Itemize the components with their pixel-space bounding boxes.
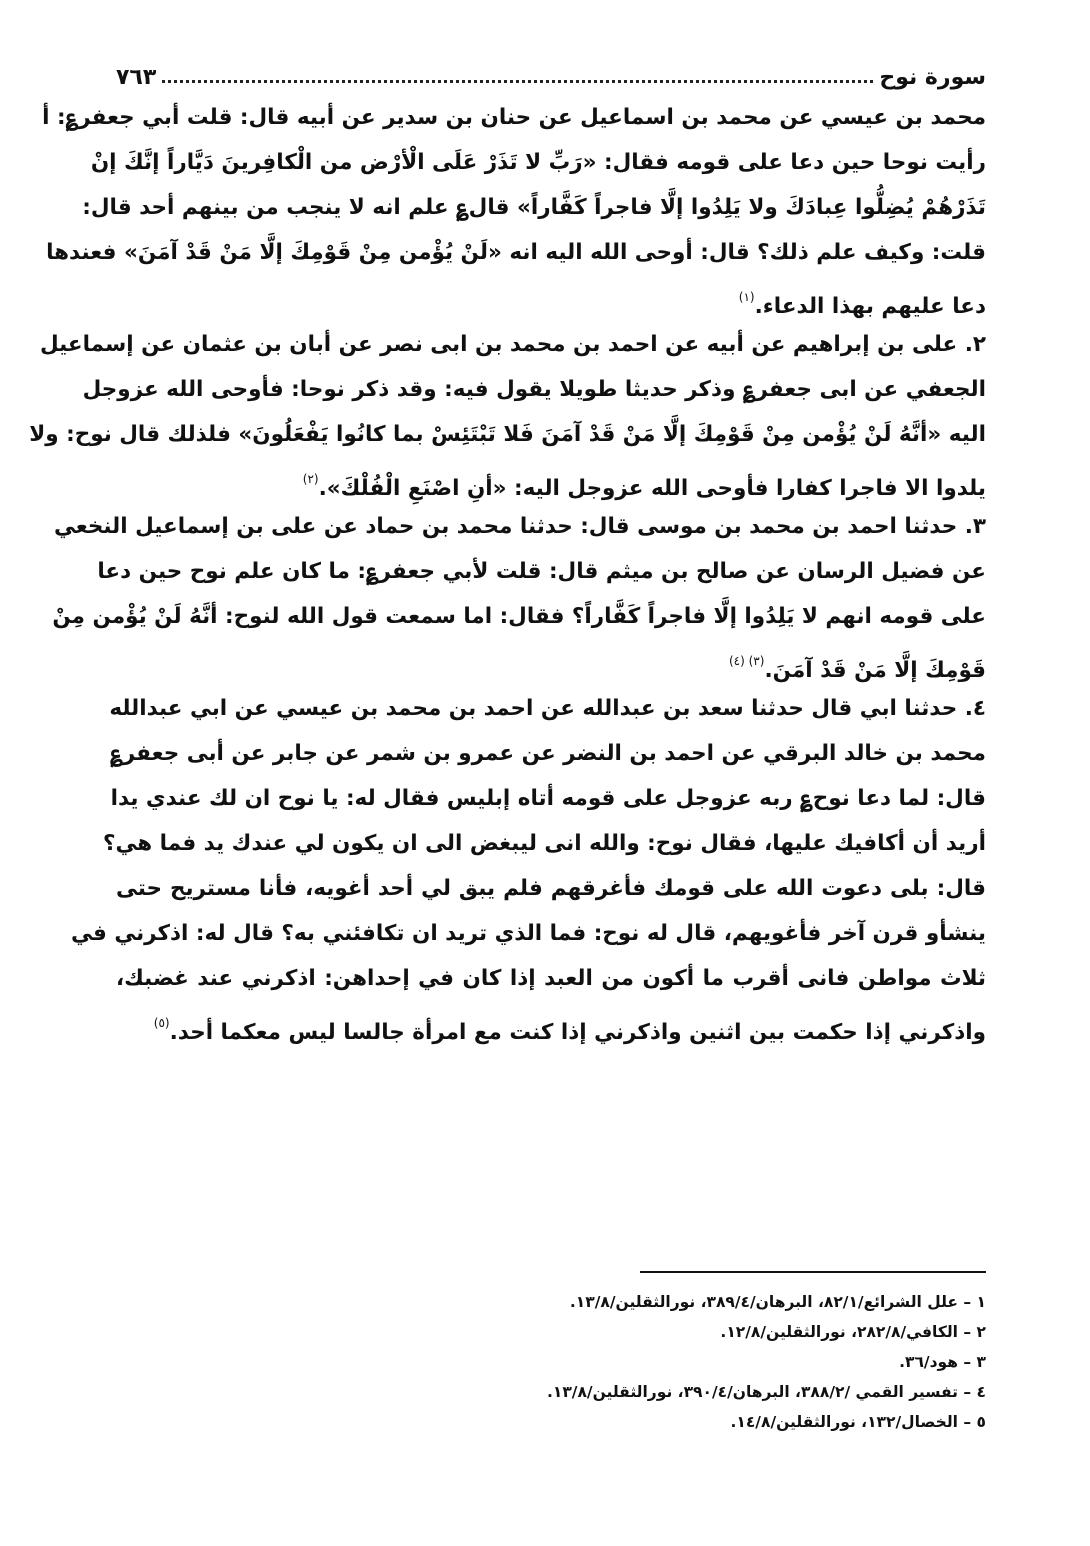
- paragraph: [42, 95, 986, 320]
- footnote-reference: (٢): [302, 472, 319, 486]
- footnote: ١ – علل الشرائع/٨٢/١، البرهان/٣٨٩/٤، نورالثقلين/١٣/٨.: [569, 1293, 986, 1311]
- chapter-title: سورة نوح: [879, 65, 986, 90]
- line-text: تَذَرْهُمْ يُضِلُّوا عِبادَكَ ولا يَلِدُوا إلَّا فاجراً كَفَّاراً» قال؏ علم انه لا ينجب من بينهم أحد قال:: [82, 195, 986, 220]
- text-line: [110, 731, 986, 776]
- line-text: قال: لما دعا نوح؏ ربه عزوجل على قومه أتاه إبليس فقال له: يا نوح ان لك عندي يدا: [110, 786, 986, 811]
- line-text: قلت: وكيف علم ذلك؟ قال: أوحى الله اليه انه «لَنْ يُؤْمن مِنْ قَوْمِكَ إلَّا مَنْ قَدْ آمَنَ» فعندها: [46, 240, 986, 265]
- line-text: واذكرني إذا حكمت بين اثنين واذكرني إذا كنت مع امرأة جالسا ليس معكما أحد.: [169, 1020, 986, 1045]
- footnotes: [500, 1287, 986, 1437]
- line-text: ٣. حدثنا احمد بن محمد بن موسى قال: حدثنا محمد بن حماد عن على بن إسماعيل النخعي: [54, 514, 986, 539]
- line-text: قال: بلى دعوت الله على قومك فأغرقهم فلم يبق لي أحد أغويه، فأنا مستريح حتى: [116, 876, 986, 901]
- line-text: ٢. على بن إبراهيم عن أبيه عن احمد بن محمد بن ابى نصر عن أبان بن عثمان عن إسماعيل: [39, 332, 986, 357]
- text-line: [29, 412, 986, 457]
- line-text: أريد أن أكافيك عليها، فقال نوح: والله انى ليبغض الى ان يكون لي عندك يد فما هي؟: [103, 831, 986, 856]
- line-text: ينشأو قرن آخر فأغويهم، قال له نوح: فما الذي تريد ان تكافئني به؟ قال له: اذكرني في: [71, 921, 986, 946]
- footnote: ٢ – الكافي/٢٨٢/٨، نورالثقلين/١٢/٨.: [720, 1323, 986, 1341]
- text-line: [110, 776, 986, 821]
- line-text: اليه «أنَّهُ لَنْ يُؤْمن مِنْ قَوْمِكَ إلَّا مَنْ قَدْ آمَنَ فَلا تَبْتَئِسْ بما كانُوا يَفْعَلُونَ» فلذلك قال نوح: ولا: [29, 422, 986, 447]
- text-line: [97, 549, 986, 594]
- line-text: ثلاث مواطن فانى أقرب ما أكون من العبد إذا كان في إحداهن: اذكرني عند غضبك،: [116, 966, 986, 991]
- footnote-reference: (١): [738, 290, 755, 304]
- line-text: محمد بن خالد البرقي عن احمد بن النضر عن عمرو بن شمر عن جابر عن أبى جعفر؏: [110, 741, 986, 766]
- line-text: رأيت نوحا حين دعا على قومه فقال: «رَبِّ لا تَذَرْ عَلَى الْأرْض من الْكافِرينَ دَيَّاراً إنَّكَ إنْ: [90, 150, 986, 175]
- line-text: ٤. حدثنا ابي قال حدثنا سعد بن عبدالله عن احمد بن محمد بن عيسي عن ابي عبدالله: [109, 696, 986, 721]
- footnote: ٣ – هود/٣٦.: [899, 1353, 986, 1371]
- line-text: محمد بن عيسي عن محمد بن اسماعيل عن حنان بن سدير عن أبيه قال: قلت أبي جعفر؏: أ: [42, 105, 986, 130]
- paragraph: [71, 686, 986, 1046]
- text-line: [42, 95, 986, 140]
- line-text: قَوْمِكَ إلَّا مَنْ قَدْ آمَنَ.: [764, 658, 986, 683]
- page-number: ٧٦٣: [116, 65, 157, 90]
- line-text: يلدوا الا فاجرا كفارا فأوحى الله عزوجل اليه: «أنِ اصْنَعِ الْفُلْكَ».: [318, 476, 986, 501]
- line-text: دعا عليهم بهذا الدعاء.: [754, 294, 986, 319]
- text-line: [116, 457, 986, 502]
- text-line: [82, 367, 986, 412]
- text-line: [109, 686, 986, 731]
- footnote-reference: (٣) (٤): [728, 654, 765, 668]
- text-line: [116, 866, 986, 911]
- running-header: [116, 56, 986, 90]
- footnote-reference: (٥): [153, 1016, 170, 1030]
- paragraph: [52, 504, 986, 684]
- text-line: [54, 504, 986, 549]
- text-line: [46, 230, 986, 275]
- text-line: [39, 322, 986, 367]
- text-line: [103, 821, 986, 866]
- text-line: [71, 911, 986, 956]
- text-line: [82, 185, 986, 230]
- text-line: [116, 275, 986, 320]
- footnote: ٤ – تفسير القمي /٣٨٨/٢، البرهان/٣٩٠/٤، نورالثقلين/١٣/٨.: [546, 1383, 986, 1401]
- text-line: [116, 1001, 986, 1046]
- text-line: [52, 594, 986, 639]
- footnote-separator: [640, 1271, 986, 1273]
- paragraph: [29, 322, 986, 502]
- footnote: ٥ – الخصال/١٣٢، نورالثقلين/١٤/٨.: [730, 1413, 986, 1431]
- text-line: [90, 140, 986, 185]
- text-line: [116, 639, 986, 684]
- line-text: الجعفي عن ابى جعفر؏ وذكر حديثا طويلا يقول فيه: وقد ذكر نوحا: فأوحى الله عزوجل: [82, 377, 986, 402]
- line-text: عن فضيل الرسان عن صالح بن ميثم قال: قلت لأبي جعفر؏: ما كان علم نوح حين دعا: [97, 559, 986, 584]
- line-text: على قومه انهم لا يَلِدُوا إلَّا فاجراً كَفَّاراً؟ فقال: اما سمعت قول الله لنوح: أنَّهُ لَنْ يُؤْمن مِنْ: [52, 604, 986, 629]
- text-line: [116, 956, 986, 1001]
- dot-leader: [162, 80, 873, 83]
- main-text: [29, 95, 986, 1048]
